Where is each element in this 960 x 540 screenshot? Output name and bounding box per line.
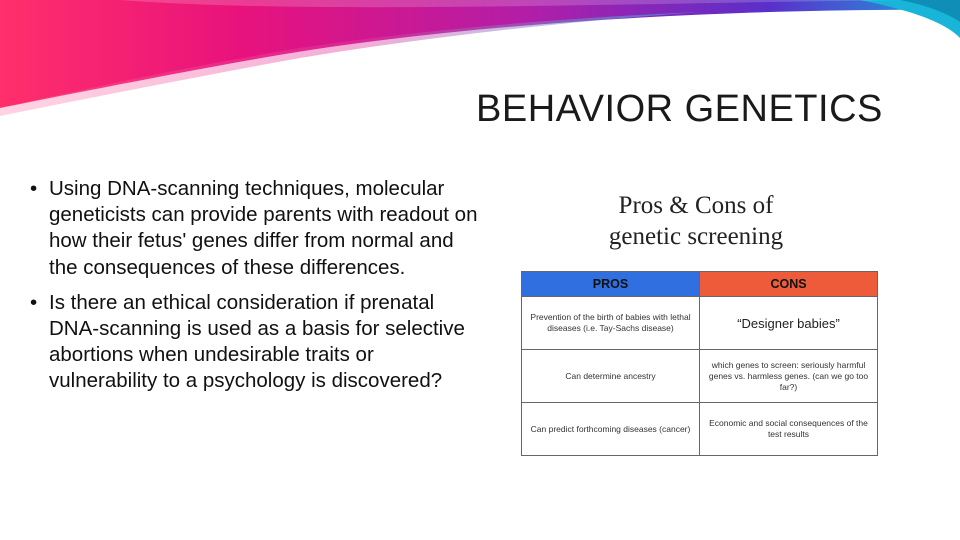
bullet-list (30, 176, 480, 404)
pro-cell: Can determine ancestry (522, 350, 700, 403)
pro-cell: Prevention of the birth of babies with lethal diseases (i.e. Tay-Sachs disease) (522, 297, 700, 350)
bullet-item: • Is there an ethical consideration if prenatal DNA-scanning is used as a basis for selective abortions when undesirable traits or vulnerability to a psychology is discovered? (30, 290, 480, 395)
table-row (522, 297, 878, 350)
con-cell: “Designer babies” (700, 297, 878, 350)
con-cell: Economic and social consequences of the test results (700, 403, 878, 456)
pros-cons-table (521, 271, 878, 456)
pros-cons-figure (518, 190, 880, 458)
con-cell: which genes to screen: seriously harmful genes vs. harmless genes. (can we go too far?) (700, 350, 878, 403)
bullet-item: • Using DNA-scanning techniques, molecular geneticists can provide parents with readout on how their fetus' genes differ from normal and the consequences of these differences. (30, 176, 480, 281)
figure-title (518, 190, 874, 252)
table-header-row (522, 272, 878, 297)
figure-title-line: Pros & Cons of (618, 192, 774, 219)
table-row (522, 350, 878, 403)
slide-title: BEHAVIOR GENETICS (476, 88, 883, 130)
pro-cell: Can predict forthcoming diseases (cancer) (522, 403, 700, 456)
table-row (522, 403, 878, 456)
cons-header: CONS (700, 272, 878, 297)
pros-header: PROS (522, 272, 700, 297)
figure-title-line: genetic screening (608, 223, 784, 250)
